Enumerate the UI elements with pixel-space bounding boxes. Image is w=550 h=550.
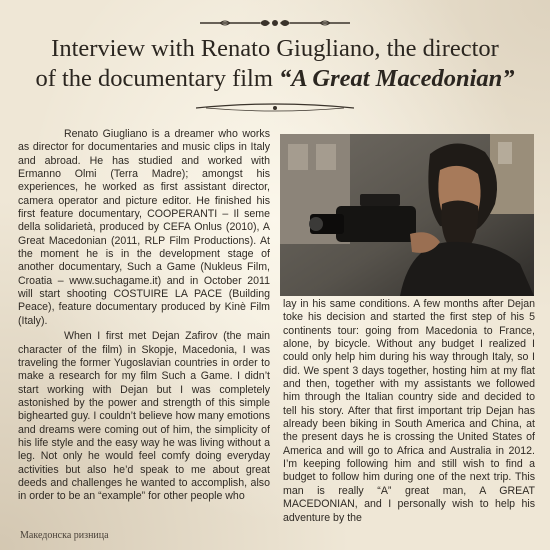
article-column-left bbox=[18, 128, 270, 504]
title-line-2 bbox=[20, 64, 530, 94]
page-footer: Македонска ризница bbox=[20, 530, 109, 541]
top-ornament-icon bbox=[200, 16, 350, 30]
article-paragraph: lay in his same conditions. A few months after Dejan toke his decision and started the first step of his 5 continents tour: going from Macedonia to France, alone, by bicycle. Without any budget I realized I could only help him during his way through Italy, so I did. We spent 3 days together, hosting him at my flat and then, together with my assistants we followed him through the Italian country side and decided to tell his story. After that first important trip Dejan has already been biking in South America and China, at the present days he is crossing the United States of America and will go to Africa and Australia in 2012. I’m keeping following him and still wish to find a budget to follow him during one of the next trip. This man is really “A” great man, A GREAT MACEDONIAN, and I personally wish to help his adventure by the bbox=[283, 298, 535, 524]
title-line-1: Interview with Renato Giugliano, the director bbox=[51, 35, 499, 62]
title-line-2-prefix: of the documentary film bbox=[35, 65, 280, 92]
article-paragraph: Renato Giugliano is a dreamer who works as director for documentaries and music clips in Italy and abroad. He has studied and worked with Ermanno Olmi (Terra Madre); amongst his experiences, he worked as first assistant director, camera operator and picture editor. He finished his first feature documentary, COOPERANTI – Il seme della solidarietà, produced by CEFA Onlus (2010), A Great Macedonian (2011, RLP Film Productions). At the moment he is in the development stage of another documentary, Such a Game (Nukleus Film, Croatia – www.suchagame.it) and in October 2011 will start shooting COSTUIRE LA PACE (Building Peace), feature documentary produced by Kinè Film (Italy). bbox=[18, 128, 270, 327]
film-title: “A Great Macedonian” bbox=[279, 65, 515, 92]
title-underline-ornament-icon bbox=[196, 102, 354, 114]
director-photo bbox=[280, 134, 534, 296]
article-paragraph: When I first met Dejan Zafirov (the main character of the film) in Skopje, Macedonia, I was traveling the former Yugoslavian countries in order to make a research for my film Such a Game. I didn’t start working with Dejan but I was completely astonished by the power and strength of this simple bighearted guy. I couldn’t believe how many emotions and dreams were coming out of him, the simplicity of his life style and the easy way he was living without a leg. Not only he would feel comfy doing everyday activities but also he’d speak to me about great deeds and challenges he wanted to accomplish, also in order to be an “example” for other people who bbox=[18, 330, 270, 503]
article-column-right bbox=[283, 298, 535, 525]
page-title bbox=[20, 34, 530, 94]
